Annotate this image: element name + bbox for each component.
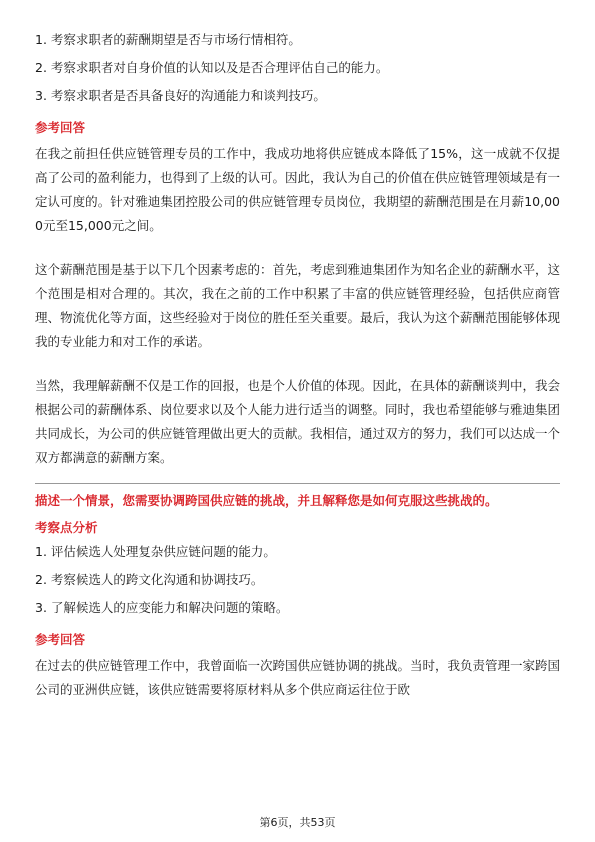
section-divider <box>35 483 560 484</box>
answer-paragraph: 在我之前担任供应链管理专员的工作中，我成功地将供应链成本降低了15%，这一成就不仅提高了公司的盈利能力，也得到了上级的认可。因此，我认为自己的价值在供应链管理领域是有一定认可度的。针对雅迪集团控股公司的供应链管理专员岗位，我期望的薪酬范围是在月薪10,000元至15,000元之间。 <box>35 146 561 233</box>
analysis-heading: 考察点分析 <box>35 520 98 535</box>
list-item: 1. 考察求职者的薪酬期望是否与市场行情相符。 <box>35 32 301 47</box>
paragraph-gap <box>35 354 560 374</box>
list-item: 3. 了解候选人的应变能力和解决问题的策略。 <box>35 600 289 615</box>
answer-paragraph: 在过去的供应链管理工作中，我曾面临一次跨国供应链协调的挑战。当时，我负责管理一家跨国公司的亚洲供应链，该供应链需要将原材料从多个供应商运往位于欧 <box>35 658 561 697</box>
list-item: 2. 考察候选人的跨文化沟通和协调技巧。 <box>35 572 264 587</box>
list-item: 3. 考察求职者是否具备良好的沟通能力和谈判技巧。 <box>35 88 326 103</box>
question-title: 描述一个情景，您需要协调跨国供应链的挑战，并且解释您是如何克服这些挑战的。 <box>35 493 498 508</box>
list-item: 2. 考察求职者对自身价值的认知以及是否合理评估自己的能力。 <box>35 60 389 75</box>
answer-paragraph: 这个薪酬范围是基于以下几个因素考虑的：首先，考虑到雅迪集团作为知名企业的薪酬水平，这个范围是相对合理的。其次，我在之前的工作中积累了丰富的供应链管理经验，包括供应商管理、物流优化等方面，这些经验对于岗位的胜任至关重要。最后，我认为这个薪酬范围能够体现我的专业能力和对工作的承诺。 <box>35 262 561 349</box>
answer-heading: 参考回答 <box>35 632 86 647</box>
paragraph-gap <box>35 238 560 258</box>
answer-paragraph: 当然，我理解薪酬不仅是工作的回报，也是个人价值的体现。因此，在具体的薪酬谈判中，我会根据公司的薪酬体系、岗位要求以及个人能力进行适当的调整。同时，我也希望能够与雅迪集团共同成长，为公司的供应链管理做出更大的贡献。我相信，通过双方的努力，我们可以达成一个双方都满意的薪酬方案。 <box>35 378 561 465</box>
list-item: 1. 评估候选人处理复杂供应链问题的能力。 <box>35 544 276 559</box>
page-footer: 第6页，共53页 <box>259 816 336 829</box>
answer-heading: 参考回答 <box>35 120 86 135</box>
page-content <box>35 30 560 702</box>
